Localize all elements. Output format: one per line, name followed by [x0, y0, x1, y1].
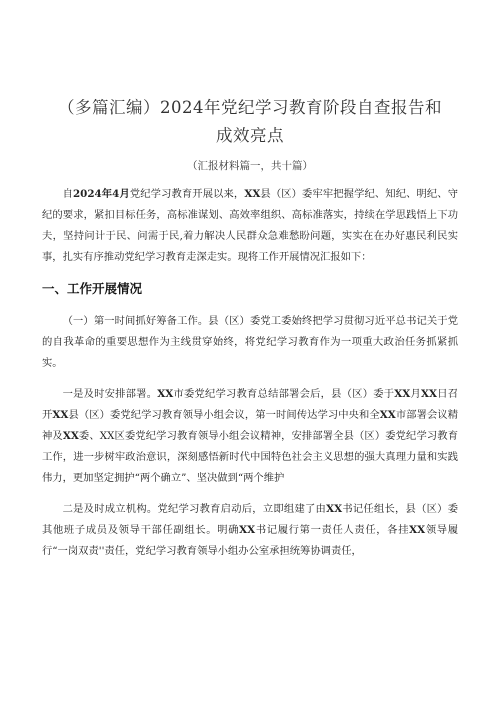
bold-placeholder: XX [239, 524, 256, 536]
paragraph-organization [42, 499, 458, 562]
text-span: 领导履行“一岗双责''责任，党纪学习教育领导小组办公室承担统筹协调责任， [42, 524, 459, 557]
text-span: 书记履行第一责任人责任，各挂 [255, 524, 410, 536]
title-line-2: 成效亮点 [216, 126, 284, 145]
text-span: 二是及时成立机构。党纪学习教育启动后，立即组建了由 [62, 503, 327, 515]
bold-placeholder: XX [409, 524, 426, 536]
text-span: 党纪学习教育开展以来， [129, 188, 245, 200]
document-subtitle: （汇报材料篇一，共十篇） [187, 160, 313, 172]
paragraph-preparation: （一）第一时间抓好筹备工作。县（区）委党工委始终把学习贯彻习近平总书记关于党的自我革命的重要思想作为主线贯穿始终，将党纪学习教育作为一项重大政治任务抓紧抓实。 [42, 315, 458, 369]
text-span: 县（区）委牢牢把握学纪、知纪、明纪、守纪的要求，紧扣目标任务，高标准谋划、高效率组织、高标准落实，持续在学思践悟上下功夫，坚持问计于民、问需于民,着力解决人民群众急难愁盼问题，实实在在办好惠民利民实事，扎实有序推动党纪学习教育走深走实。现将工作开展情况汇报如下： [42, 188, 459, 263]
text-span: 市部署会议精神及 [42, 409, 459, 442]
bold-placeholder: XX [420, 388, 437, 400]
document-title [40, 94, 460, 150]
text-span: 月 [410, 388, 421, 400]
paragraph-intro [42, 184, 458, 268]
text-span: 市委党纪学习教育总结部署会后，县（区）委于 [173, 388, 395, 400]
text-span: 县（区）委党纪学习教育领导小组会议，第一时间传达学习中央和全 [68, 409, 380, 421]
section-heading-1: 一、工作开展情况 [42, 281, 143, 296]
bold-date: 2024年4月 [73, 188, 130, 200]
paragraph-deployment [42, 384, 458, 489]
text-span: 日召开 [42, 388, 458, 421]
text-span: 书记任组长，县（区）委其他班子成员及领导干部任副组长。明确 [42, 503, 459, 536]
bold-placeholder: XX [157, 388, 174, 400]
bold-placeholder: XX [326, 503, 343, 515]
bold-placeholder: XX [52, 409, 69, 421]
title-line-1: （多篇汇编）2024年党纪学习教育阶段自查报告和 [58, 98, 442, 117]
bold-placeholder: XX [244, 188, 261, 200]
bold-placeholder: XX [379, 409, 396, 421]
text-span: 委、XX区委党纪学习教育领导小组会议精神，安排部署全县（区）委党纪学习教育工作，进一步树牢政治意识，深刻感悟新时代中国特色社会主义思想的强大真理力量和实践伟力，更加坚定拥护“两个确立”、坚决做到“两个维护 [42, 430, 458, 484]
text-span: 自 [62, 188, 73, 200]
bold-placeholder: XX [394, 388, 411, 400]
document-body [42, 184, 458, 572]
text-span: 一是及时安排部署。 [62, 388, 158, 400]
bold-placeholder: XX [62, 430, 79, 442]
